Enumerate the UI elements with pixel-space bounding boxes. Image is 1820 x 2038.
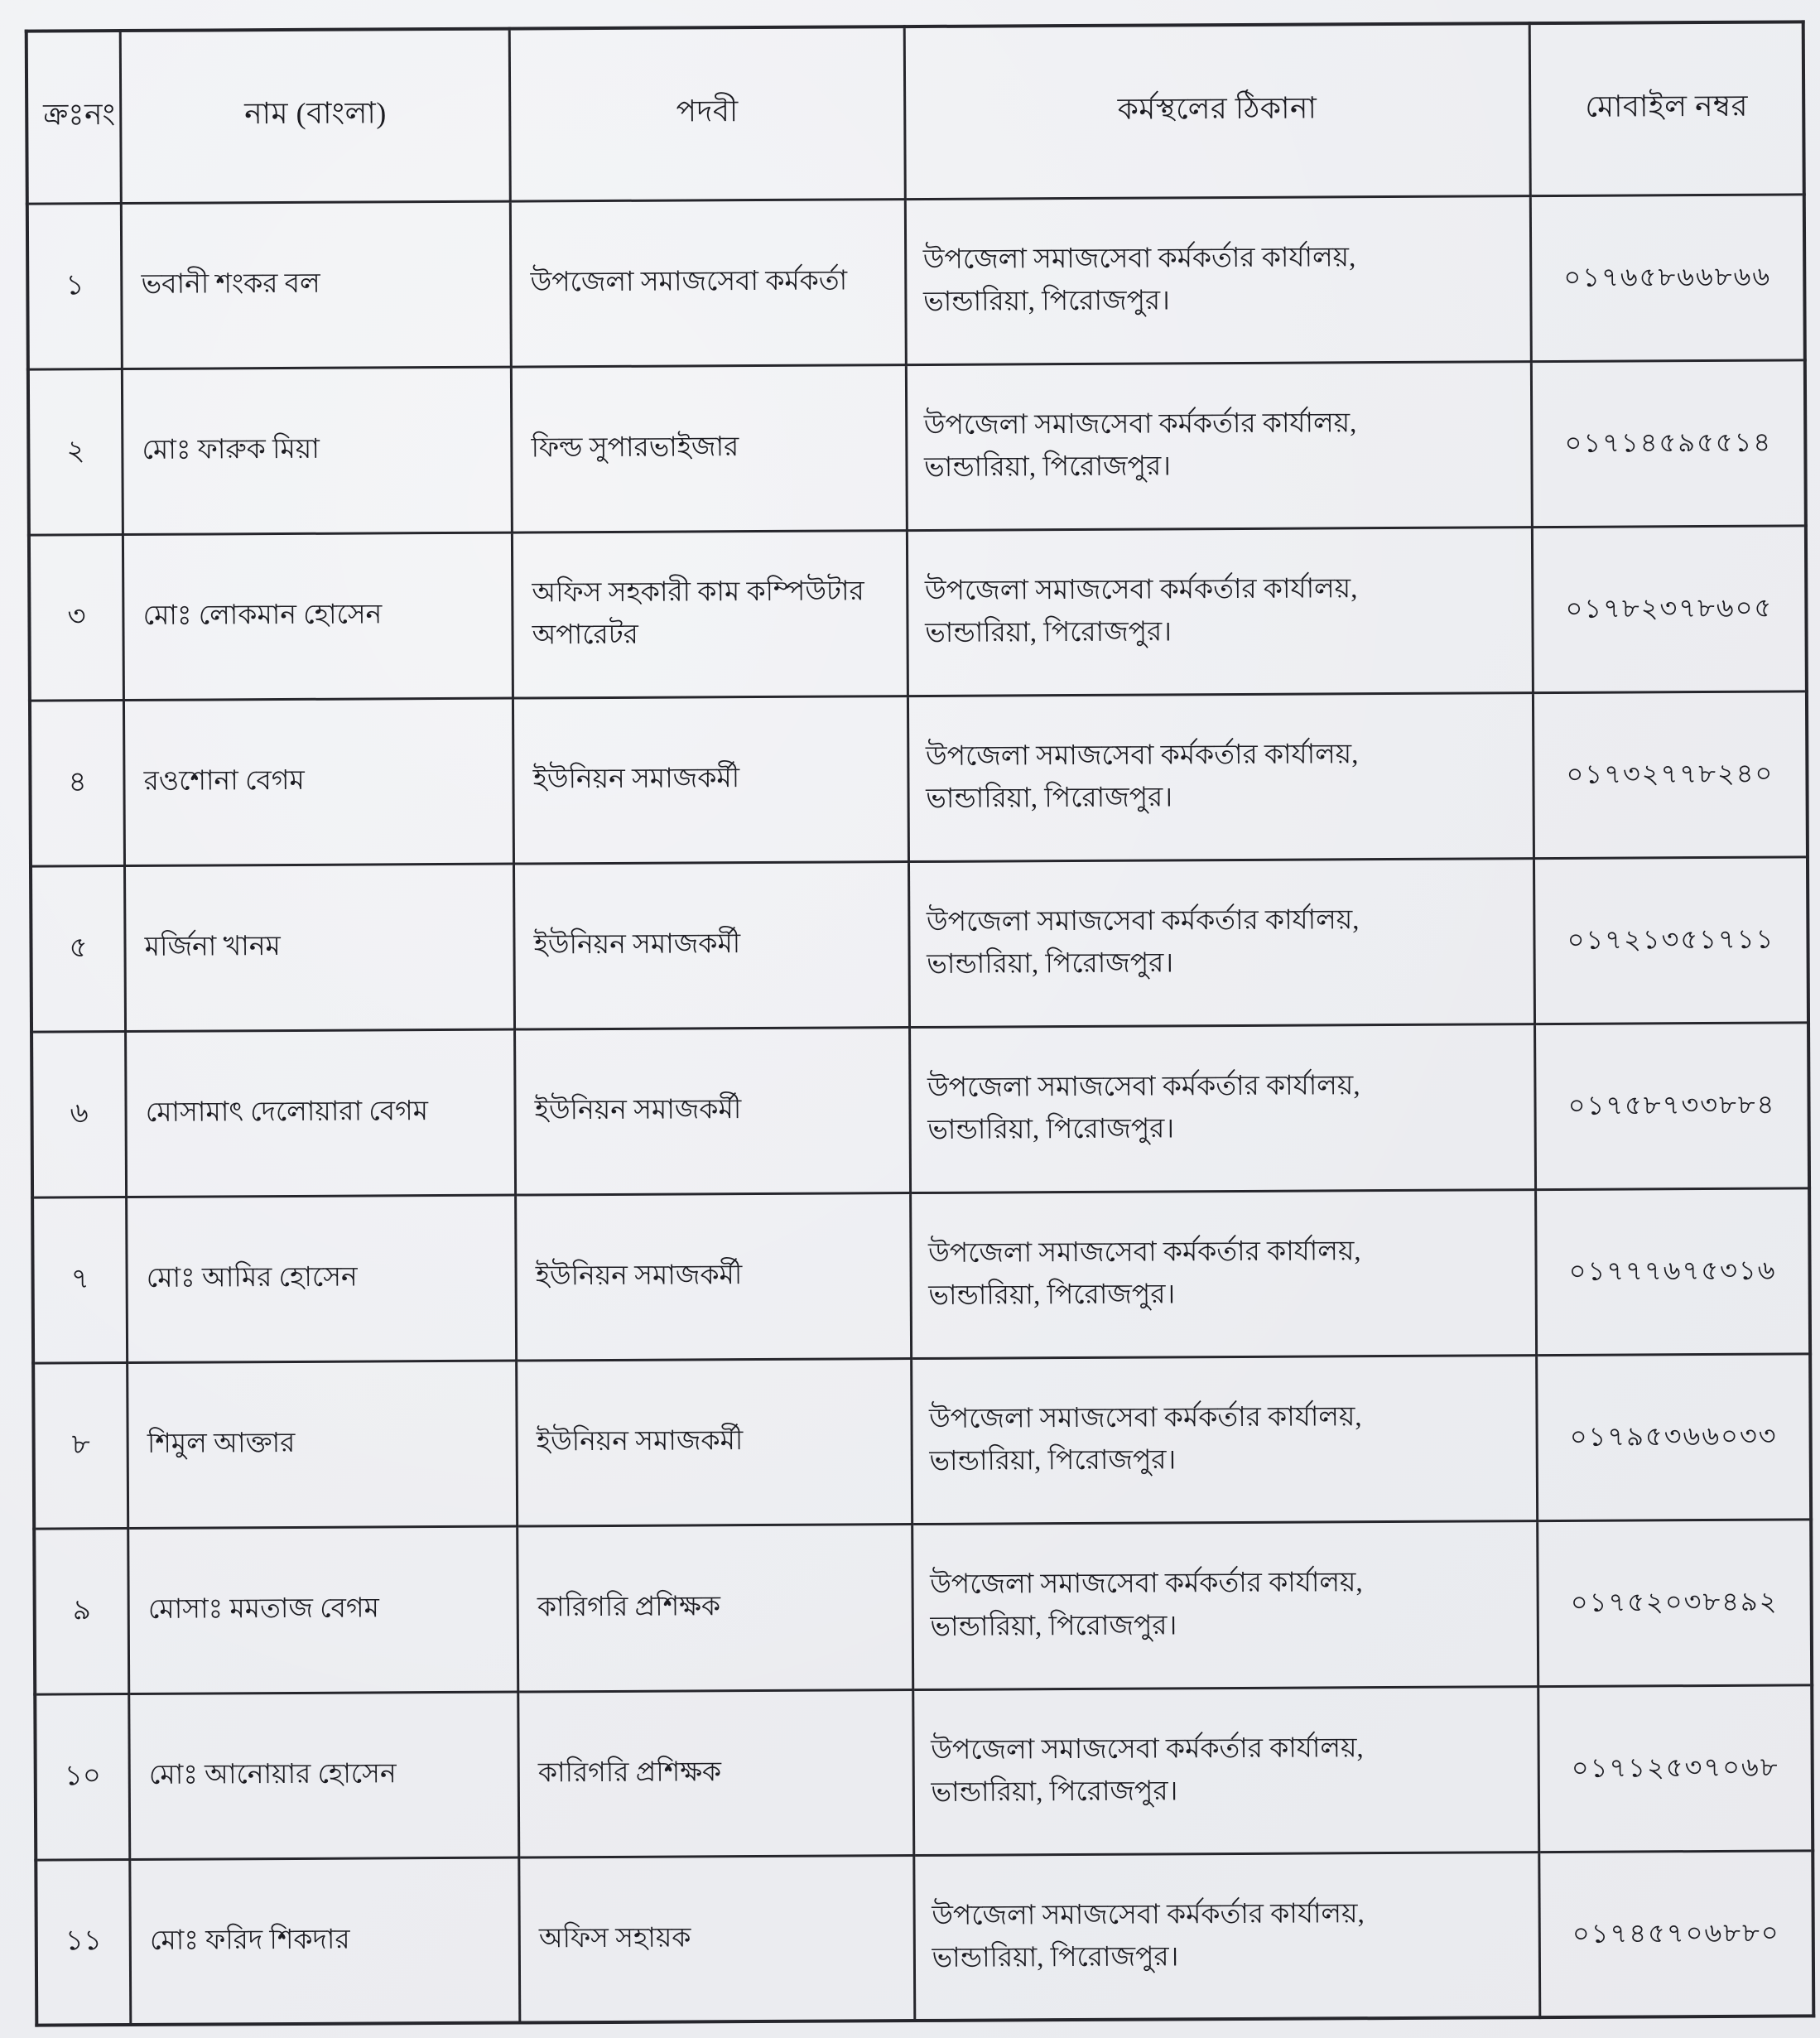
header-mobile: মোবাইল নম্বর: [1529, 22, 1804, 195]
table-row: [34, 1519, 1812, 1694]
scan-area: [25, 20, 1816, 2023]
table-row: [32, 1188, 1810, 1362]
name-cell: মোঃ ফারুক মিয়া: [123, 367, 513, 534]
mobile-cell: ০১৭৫৮৭৩৩৮৮৪: [1535, 1022, 1810, 1189]
designation-cell: ইউনিয়ন সমাজকর্মী: [513, 696, 908, 863]
address-cell: উপজেলা সমাজসেবা কর্মকর্তার কার্যালয়, ভান্ডারিয়া, পিরোজপুর।: [905, 195, 1531, 364]
designation-cell: ইউনিয়ন সমাজকর্মী: [514, 861, 909, 1029]
serial-cell: ৭: [32, 1197, 128, 1363]
serial-cell: ১: [27, 203, 123, 369]
header-serial: ক্রঃনং: [26, 31, 122, 204]
name-cell: মোঃ লোকমান হোসেন: [123, 532, 513, 700]
mobile-cell: ০১৭৫২০৩৮৪৯২: [1538, 1519, 1813, 1686]
name-cell: ভবানী শংকর বল: [122, 201, 512, 369]
mobile-cell: ০১৭৬৫৮৬৬৮৬৬: [1530, 194, 1805, 361]
designation-cell: উপজেলা সমাজসেবা কর্মকর্তা: [511, 199, 906, 366]
mobile-cell: ০১৭২১৩৫১৭১১: [1534, 856, 1808, 1024]
mobile-cell: ০১৭৮২৩৭৮৬০৫: [1532, 525, 1807, 692]
table-row: [28, 359, 1806, 534]
table-row: [35, 1684, 1813, 1859]
header-designation: পদবী: [509, 26, 904, 200]
table-row: [33, 1353, 1811, 1528]
name-cell: মোঃ আমির হোসেন: [127, 1195, 517, 1362]
header-address: কর্মস্থলের ঠিকানা: [904, 23, 1530, 199]
designation-cell: কারিগরি প্রশিক্ষক: [518, 1689, 913, 1857]
mobile-cell: ০১৭১২৫৩৭০৬৮: [1538, 1684, 1813, 1852]
table-row: [31, 856, 1808, 1031]
designation-cell: অফিস সহায়ক: [519, 1855, 914, 2022]
designation-cell: কারিগরি প্রশিক্ষক: [518, 1524, 912, 1691]
serial-cell: ৪: [30, 700, 125, 866]
address-cell: উপজেলা সমাজসেবা কর্মকর্তার কার্যালয়, ভান্ডারিয়া, পিরোজপুর।: [911, 1355, 1537, 1524]
name-cell: মোসাঃ মমতাজ বেগম: [128, 1526, 518, 1694]
address-cell: উপজেলা সমাজসেবা কর্মকর্তার কার্যালয়, ভান্ডারিয়া, পিরোজপুর।: [912, 1686, 1538, 1855]
address-cell: উপজেলা সমাজসেবা কর্মকর্তার কার্যালয়, ভান্ডারিয়া, পিরোজপুর।: [909, 1024, 1535, 1192]
designation-cell: ফিল্ড সুপারভাইজার: [512, 364, 907, 532]
designation-cell: ইউনিয়ন সমাজকর্মী: [515, 1027, 910, 1194]
address-cell: উপজেলা সমাজসেবা কর্মকর্তার কার্যালয়, ভান্ডারিয়া, পিরোজপুর।: [908, 858, 1534, 1027]
address-cell: উপজেলা সমাজসেবা কর্মকর্তার কার্যালয়, ভান্ডারিয়া, পিরোজপুর।: [906, 361, 1532, 530]
serial-cell: ১১: [36, 1859, 131, 2026]
table-row: [36, 1850, 1813, 2025]
table-row: [29, 525, 1807, 700]
mobile-cell: ০১৭৩২৭৭৮২৪০: [1533, 691, 1808, 858]
serial-cell: ৩: [29, 534, 124, 701]
address-cell: উপজেলা সমাজসেবা কর্মকর্তার কার্যালয়, ভান্ডারিয়া, পিরোজপুর।: [913, 1852, 1539, 2021]
staff-table: [25, 20, 1816, 2026]
designation-cell: ইউনিয়ন সমাজকর্মী: [517, 1358, 912, 1525]
name-cell: মোসামাৎ দেলোয়ারা বেগম: [126, 1029, 516, 1197]
header-name: নাম (বাংলা): [120, 29, 510, 203]
serial-cell: ৮: [33, 1362, 128, 1529]
serial-cell: ৯: [34, 1528, 129, 1694]
name-cell: মোঃ আনোয়ার হোসেন: [129, 1692, 519, 1859]
table-row: [27, 194, 1805, 369]
header-row: [26, 22, 1804, 203]
address-cell: উপজেলা সমাজসেবা কর্মকর্তার কার্যালয়, ভান্ডারিয়া, পিরোজপুর।: [908, 692, 1534, 861]
mobile-cell: ০১৭৪৫৭০৬৮৮০: [1539, 1850, 1814, 2017]
address-cell: উপজেলা সমাজসেবা কর্মকর্তার কার্যালয়, ভান্ডারিয়া, পিরোজপুর।: [907, 527, 1533, 696]
mobile-cell: ০১৭১৪৫৯৫৫১৪: [1531, 359, 1806, 527]
name-cell: শিমুল আক্তার: [128, 1361, 518, 1528]
name-cell: মোঃ ফরিদ শিকদার: [130, 1857, 520, 2025]
address-cell: উপজেলা সমাজসেবা কর্মকর্তার কার্যালয়, ভান্ডারিয়া, পিরোজপুর।: [912, 1520, 1538, 1689]
serial-cell: ২: [28, 369, 123, 535]
mobile-cell: ০১৭৭৭৬৭৫৩১৬: [1536, 1188, 1811, 1355]
table-row: [30, 691, 1808, 865]
table-row: [31, 1022, 1809, 1197]
serial-cell: ৫: [31, 865, 126, 1032]
designation-cell: অফিস সহকারী কাম কম্পিউটার অপারেটর: [513, 530, 908, 697]
serial-cell: ১০: [35, 1694, 130, 1860]
name-cell: মর্জিনা খানম: [125, 864, 515, 1031]
address-cell: উপজেলা সমাজসেবা কর্মকর্তার কার্যালয়, ভান্ডারিয়া, পিরোজপুর।: [910, 1189, 1536, 1358]
serial-cell: ৬: [31, 1031, 127, 1197]
mobile-cell: ০১৭৯৫৩৬৬০৩৩: [1537, 1353, 1812, 1520]
designation-cell: ইউনিয়ন সমাজকর্মী: [516, 1192, 911, 1360]
name-cell: রওশোনা বেগম: [124, 698, 514, 865]
